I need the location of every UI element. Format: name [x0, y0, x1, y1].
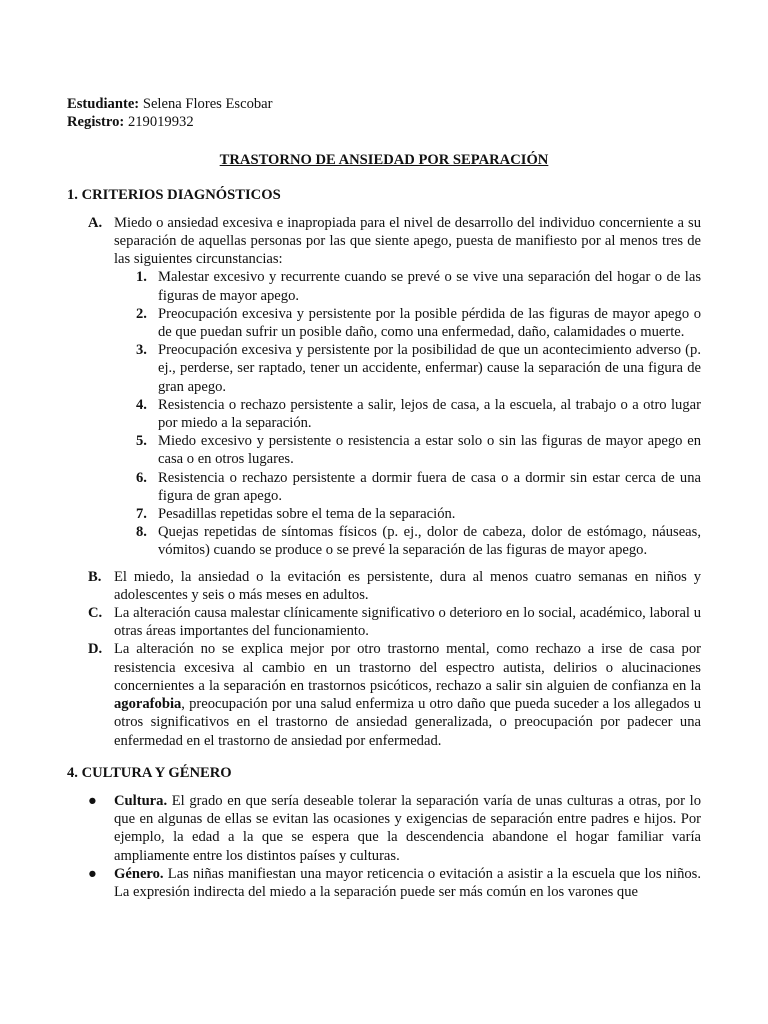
criterion-b	[67, 568, 701, 604]
bullet-genero	[67, 865, 701, 901]
criterion-c-text: La alteración causa malestar clínicamente significativo o deterioro en lo social, académico, laboral u otras áreas importantes del funcionamiento.	[114, 605, 701, 640]
criterion-d-marker: D.	[88, 641, 103, 658]
section-heading-criterios: 1. CRITERIOS DIAGNÓSTICOS	[67, 186, 281, 203]
criteria-list	[67, 214, 701, 750]
register-value: 219019932	[127, 114, 194, 131]
item-number: 2.	[136, 305, 147, 322]
item-number: 4.	[136, 396, 147, 413]
bullet-cultura-text: El grado en que sería deseable tolerar la separación varía de unas culturas a otras, por lo que en algunas de ellas se evitan las ocasiones y exigencias de separación entre padres e hijos. Por ejemplo, la edad a la que se espera que la descendencia abandone el hogar familiar varía ampliamente entre los distintos países y culturas.	[114, 792, 701, 864]
culture-gender-list	[67, 792, 701, 901]
bullet-cultura	[67, 792, 701, 865]
circumstance-item	[114, 396, 701, 432]
item-number: 1.	[136, 269, 147, 286]
circumstance-item	[114, 523, 701, 559]
bullet-cultura-term: Cultura.	[114, 792, 168, 809]
criterion-c-marker: C.	[88, 605, 103, 622]
bullet-genero-text: Las niñas manifiestan una mayor reticencia o evitación a asistir a la escuela que los niños. La expresión indirecta del miedo a la separación puede ser más común en los varones que	[114, 865, 701, 900]
student-label: Estudiante:	[67, 96, 140, 112]
item-number: 8.	[136, 524, 147, 541]
bullet-genero-term: Género.	[114, 865, 164, 882]
circumstance-item	[114, 505, 701, 523]
student-line	[67, 95, 701, 113]
criterion-b-text: El miedo, la ansiedad o la evitación es persistente, dura al menos cuatro semanas en niños y adolescentes y seis o más meses en adultos.	[114, 568, 701, 603]
item-text: Resistencia o rechazo persistente a salir, lejos de casa, a la escuela, al trabajo o a otro lugar por miedo a la separación.	[158, 396, 701, 432]
student-name: Selena Flores Escobar	[142, 96, 273, 112]
item-text: Malestar excesivo y recurrente cuando se prevé o se vive una separación del hogar o de las figuras de mayor apego.	[158, 269, 701, 304]
register-label: Registro:	[67, 114, 125, 131]
item-text: Preocupación excesiva y persistente por la posibilidad de que un acontecimiento adverso (p. ej., perderse, ser raptado, tener un accidente, enfermar) cause la separación de una figura de gran apego.	[158, 342, 701, 395]
criterion-d-bold-term: agorafobia	[114, 696, 182, 713]
item-number: 3.	[136, 342, 147, 359]
criterion-a	[67, 214, 701, 560]
document-page	[67, 95, 701, 901]
item-text: Miedo excesivo y persistente o resistencia a estar solo o sin las figuras de mayor apego en casa o en otros lugares.	[158, 433, 701, 468]
circumstance-item	[114, 469, 701, 505]
register-line	[67, 113, 701, 131]
bullet-dot-icon: ●	[88, 792, 97, 809]
circumstance-item	[114, 432, 701, 468]
item-text: Preocupación excesiva y persistente por la posible pérdida de las figuras de mayor apego o de que puedan sufrir un posible daño, como una enfermedad, daño, calamidades o muerte.	[158, 305, 701, 341]
bullet-dot-icon: ●	[88, 865, 97, 882]
criterion-d-text-after: , preocupación por una salud enfermiza u otro daño que pueda suceder a los allegados u otros significativos en el trastorno de ansiedad generalizada, o preocupación por padecer una enfermedad en el trastorno de ansiedad por enfermedad.	[114, 696, 701, 749]
item-text: Resistencia o rechazo persistente a dormir fuera de casa o a dormir sin estar cerca de una figura de gran apego.	[158, 469, 701, 504]
circumstance-item	[114, 268, 701, 304]
criterion-b-marker: B.	[88, 568, 102, 585]
item-number: 7.	[136, 506, 147, 523]
criterion-a-text: Miedo o ansiedad excesiva e inapropiada para el nivel de desarrollo del individuo concerniente a su separación de aquellas personas por las que siente apego, puesta de manifiesto por al menos tres de las siguientes circunstancias:	[114, 214, 701, 268]
document-title: TRASTORNO DE ANSIEDAD POR SEPARACIÓN	[219, 152, 549, 169]
item-number: 6.	[136, 469, 147, 486]
circumstances-list	[114, 268, 701, 559]
circumstance-item	[114, 305, 701, 341]
criterion-d	[67, 640, 701, 749]
circumstance-item	[114, 341, 701, 396]
section-heading-cultura: 4. CULTURA Y GÉNERO	[67, 764, 232, 781]
item-number: 5.	[136, 433, 147, 450]
criterion-a-marker: A.	[88, 214, 103, 231]
item-text: Pesadillas repetidas sobre el tema de la separación.	[158, 506, 456, 523]
criterion-d-text-before: La alteración no se explica mejor por otro trastorno mental, como rechazo a irse de casa por resistencia excesiva al cambio en un trastorno del espectro autista, delirios o alucinaciones concernientes a la separación en trastornos psicóticos, rechazo a salir sin alguien de confianza en la	[114, 641, 701, 694]
criterion-c	[67, 604, 701, 640]
item-text: Quejas repetidas de síntomas físicos (p. ej., dolor de cabeza, dolor de estómago, náuseas, vómitos) cuando se produce o se prevé la separación de las figuras de mayor apego.	[158, 524, 701, 559]
